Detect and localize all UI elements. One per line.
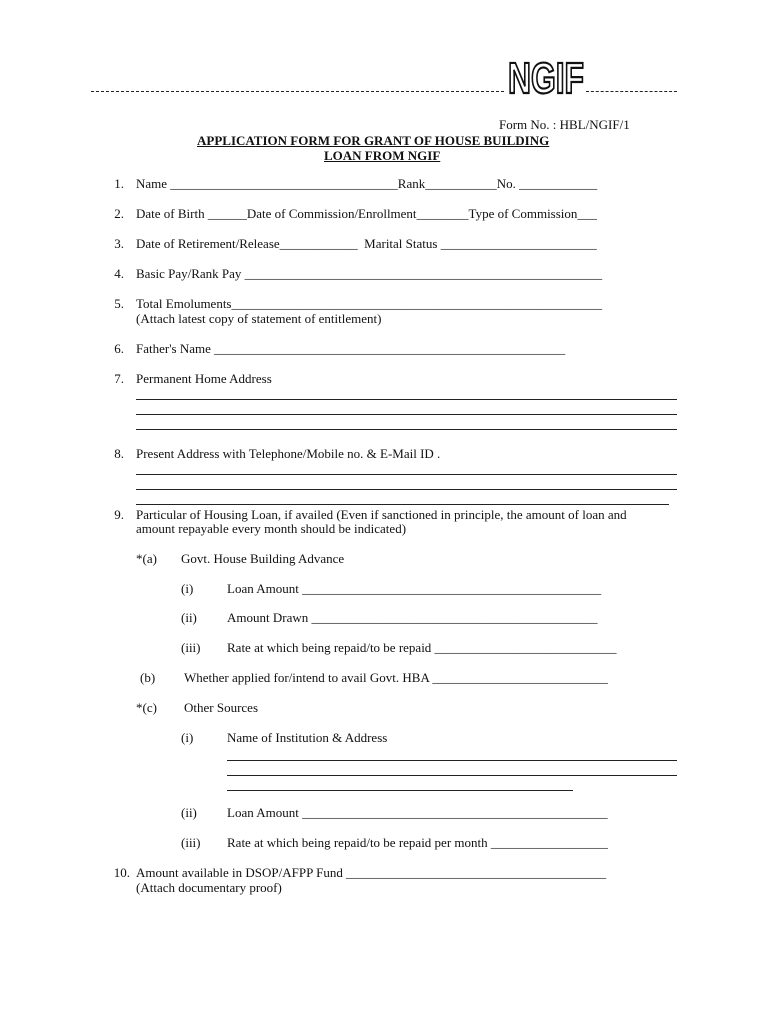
field-9-number: 9.: [114, 507, 124, 522]
field-9c-i-label: (i): [181, 730, 194, 745]
field-10-note: (Attach documentary proof): [136, 880, 282, 895]
field-hba-loan-amount[interactable]: Loan Amount ______________________________________________: [227, 581, 602, 596]
field-8-number: 8.: [114, 446, 124, 461]
present-address-line-3[interactable]: [136, 504, 669, 505]
institution-line-2[interactable]: [227, 775, 677, 776]
field-hba-repay-rate[interactable]: Rate at which being repaid/to be repaid ____________________________: [227, 640, 617, 655]
field-total-emoluments[interactable]: Total Emoluments_________________________________________________________: [136, 296, 602, 311]
permanent-address-line-2[interactable]: [136, 414, 677, 415]
field-hba-intent[interactable]: Whether applied for/intend to avail Govt. HBA ___________________________: [184, 670, 608, 685]
permanent-address-line-1[interactable]: [136, 399, 677, 400]
field-dob-commission[interactable]: Date of Birth ______Date of Commission/Enrollment________Type of Commission___: [136, 206, 597, 221]
field-fathers-name[interactable]: Father's Name ______________________________________________________: [136, 341, 566, 356]
field-5-number: 5.: [114, 296, 124, 311]
field-name-rank-no[interactable]: Name ___________________________________Rank___________No. ____________: [136, 176, 598, 191]
field-9c-iii-label: (iii): [181, 835, 201, 850]
field-institution-label: Name of Institution & Address: [227, 730, 388, 745]
institution-line-1[interactable]: [227, 760, 677, 761]
field-9c-label: *(c): [136, 700, 157, 715]
field-2-number: 2.: [114, 206, 124, 221]
field-9b-label: (b): [140, 670, 156, 685]
field-permanent-address-label: Permanent Home Address: [136, 371, 272, 386]
field-9-text-line2: amount repayable every month should be indicated): [136, 521, 407, 536]
permanent-address-line-3[interactable]: [136, 429, 677, 430]
field-9a-text: Govt. House Building Advance: [181, 551, 345, 566]
field-9a-label: *(a): [136, 551, 157, 566]
field-9a-ii-label: (ii): [181, 610, 197, 625]
field-basic-pay[interactable]: Basic Pay/Rank Pay _______________________________________________________: [136, 266, 603, 281]
header-dashed-rule-right: [586, 91, 677, 92]
field-9c-ii-label: (ii): [181, 805, 197, 820]
field-hba-amount-drawn[interactable]: Amount Drawn ____________________________________________: [227, 610, 598, 625]
field-present-address-label: Present Address with Telephone/Mobile no. & E-Mail ID .: [136, 446, 441, 461]
field-7-number: 7.: [114, 371, 124, 386]
field-retirement-marital[interactable]: Date of Retirement/Release____________ Marital Status ________________________: [136, 236, 597, 251]
ngif-logo-text: NGIF: [508, 54, 584, 103]
form-number: Form No. : HBL/NGIF/1: [499, 117, 630, 132]
field-dsop-amount[interactable]: Amount available in DSOP/AFPP Fund ________________________________________: [136, 865, 607, 880]
form-title-line2: LOAN FROM NGIF: [324, 148, 441, 163]
field-9c-text: Other Sources: [184, 700, 259, 715]
field-9-text-line1: Particular of Housing Loan, if availed (Even if sanctioned in principle, the amount of loan and: [136, 507, 627, 522]
field-10-number: 10.: [113, 865, 130, 880]
field-9a-iii-label: (iii): [181, 640, 201, 655]
field-5-note: (Attach latest copy of statement of entitlement): [136, 311, 382, 326]
present-address-line-1[interactable]: [136, 474, 677, 475]
field-6-number: 6.: [114, 341, 124, 356]
present-address-line-2[interactable]: [136, 489, 677, 490]
form-title-line1: APPLICATION FORM FOR GRANT OF HOUSE BUILDING: [197, 133, 550, 148]
field-1-number: 1.: [114, 176, 124, 191]
field-other-loan-amount[interactable]: Loan Amount _______________________________________________: [227, 805, 608, 820]
field-4-number: 4.: [114, 266, 124, 281]
field-3-number: 3.: [114, 236, 124, 251]
field-other-repay-rate[interactable]: Rate at which being repaid/to be repaid per month __________________: [227, 835, 608, 850]
ngif-logo: [506, 55, 586, 101]
header-dashed-rule-left: [91, 91, 504, 92]
field-9a-i-label: (i): [181, 581, 194, 596]
institution-line-3[interactable]: [227, 790, 573, 791]
